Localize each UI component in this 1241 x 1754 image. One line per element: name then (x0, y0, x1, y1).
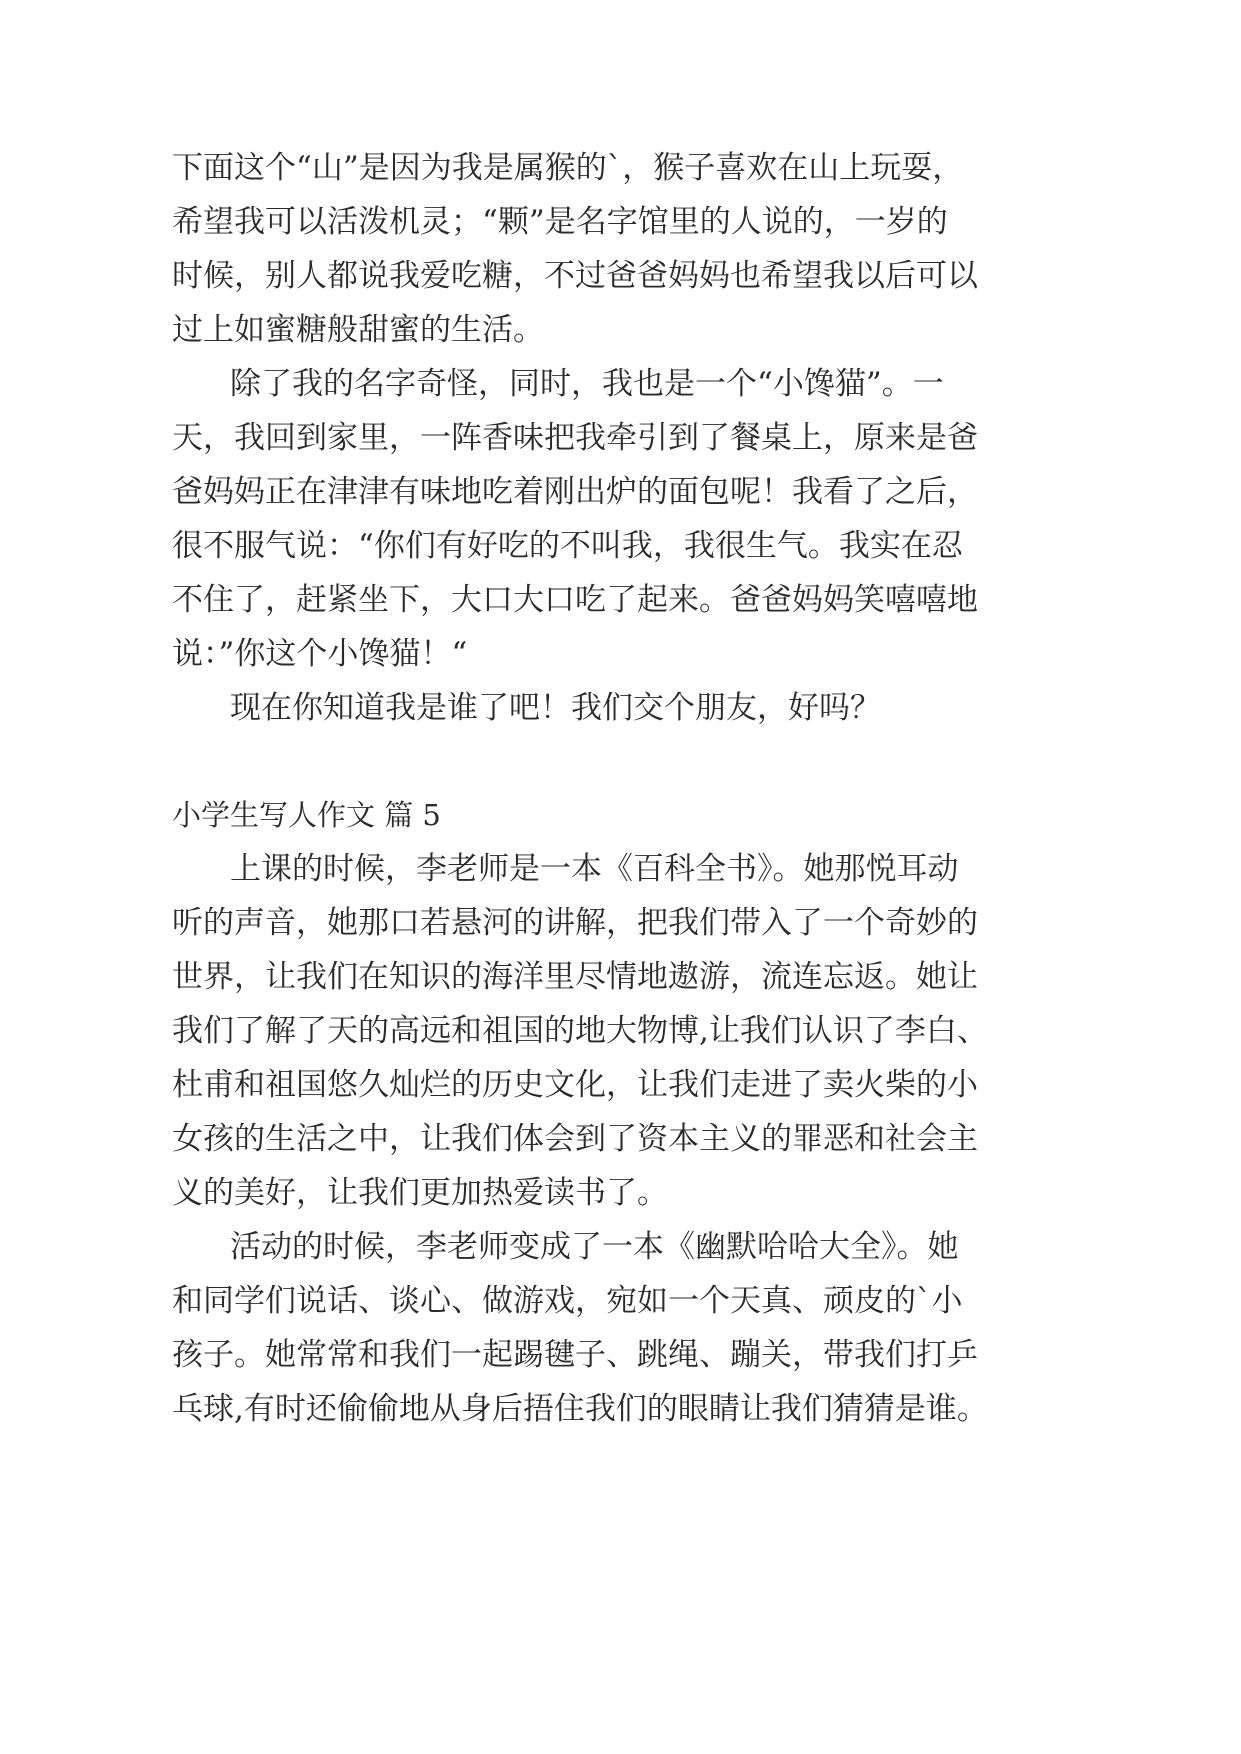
text-line: 义的美好，让我们更加热爱读书了。 (172, 1175, 668, 1211)
text-line: 很不服气说：“你们有好吃的不叫我，我很生气。我实在忍 (172, 528, 963, 564)
text-line: 不住了，赶紧坐下，大口大口吃了起来。爸爸妈妈笑嘻嘻地 (172, 582, 978, 618)
text-line: 除了我的名字奇怪，同时，我也是一个“小馋猫”。一 (230, 366, 944, 402)
text-line: 乓球,有时还偷偷地从身后捂住我们的眼睛让我们猜猜是谁。 (172, 1391, 988, 1427)
text-line: 时候，别人都说我爱吃糖，不过爸爸妈妈也希望我以后可以 (172, 258, 978, 294)
text-line: 说：”你这个小馋猫！“ (172, 636, 468, 672)
text-line: 杜甫和祖国悠久灿烂的历史文化，让我们走进了卖火柴的小 (172, 1067, 978, 1103)
text-line: 下面这个“山”是因为我是属猴的`，猴子喜欢在山上玩耍， (172, 150, 964, 186)
text-line: 我们了解了天的高远和祖国的地大物博,让我们认识了李白、 (172, 1013, 988, 1049)
text-line: 女孩的生活之中，让我们体会到了资本主义的罪恶和社会主 (172, 1121, 978, 1157)
text-line: 孩子。她常常和我们一起踢毽子、跳绳、蹦关，带我们打乒 (172, 1337, 978, 1373)
text-line: 过上如蜜糖般甜蜜的生活。 (172, 312, 544, 348)
section-heading: 小学生写人作文 篇 5 (172, 798, 441, 832)
text-line: 世界，让我们在知识的海洋里尽情地遨游，流连忘返。她让 (172, 959, 978, 995)
text-line: 上课的时候，李老师是一本《百科全书》。她那悦耳动 (230, 851, 959, 887)
text-line: 爸妈妈正在津津有味地吃着刚出炉的面包呢！我看了之后， (172, 474, 978, 510)
text-line: 天，我回到家里，一阵香味把我牵引到了餐桌上，原来是爸 (172, 420, 978, 456)
text-line: 现在你知道我是谁了吧！我们交个朋友，好吗？ (230, 690, 881, 726)
text-line: 听的声音，她那口若悬河的讲解，把我们带入了一个奇妙的 (172, 905, 978, 941)
text-line: 希望我可以活泼机灵；“颗”是名字馆里的人说的，一岁的 (172, 204, 948, 240)
text-line: 活动的时候，李老师变成了一本《幽默哈哈大全》。她 (230, 1229, 959, 1265)
text-line: 和同学们说话、谈心、做游戏，宛如一个天真、顽皮的`小 (172, 1283, 963, 1319)
